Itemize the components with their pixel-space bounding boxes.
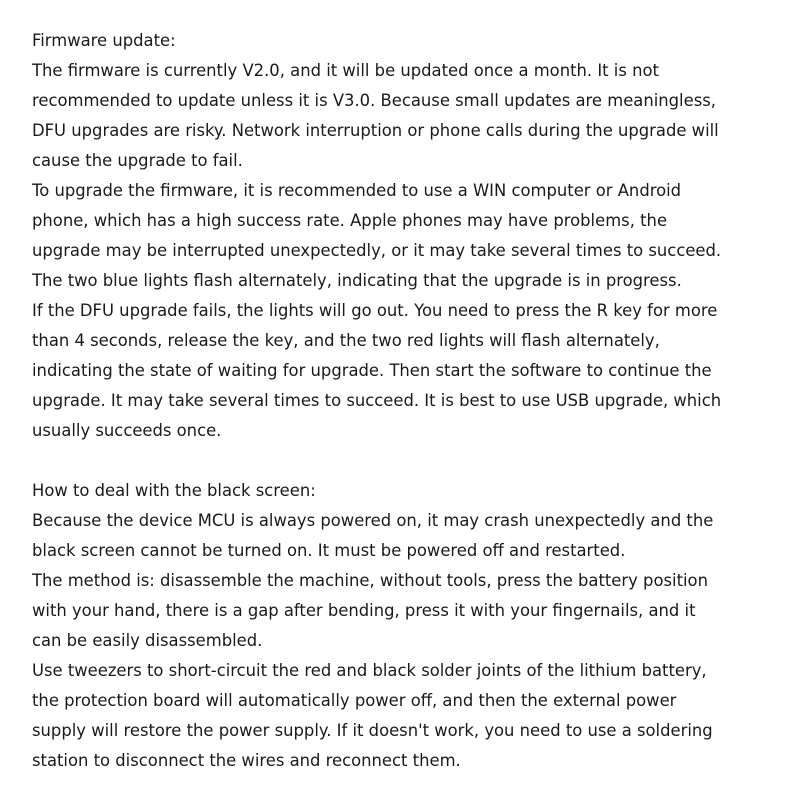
black-screen-line: Because the device MCU is always powered on, it may crash unexpectedly and the <box>32 511 714 530</box>
black-screen-line: Use tweezers to short-circuit the red and black solder joints of the lithium battery, <box>32 661 707 680</box>
black-screen-line: the protection board will automatically power off, and then the external power <box>32 691 677 710</box>
firmware-line: To upgrade the firmware, it is recommended to use a WIN computer or Android <box>32 181 682 200</box>
firmware-line: upgrade may be interrupted unexpectedly, or it may take several times to succeed. <box>32 241 722 260</box>
black-screen-line: can be easily disassembled. <box>32 631 263 650</box>
black-screen-line: supply will restore the power supply. If it doesn't work, you need to use a soldering <box>32 721 713 740</box>
black-screen-section <box>32 476 782 776</box>
firmware-heading: Firmware update: <box>32 31 176 50</box>
firmware-line: than 4 seconds, release the key, and the two red lights will flash alternately, <box>32 331 660 350</box>
firmware-line: recommended to update unless it is V3.0. Because small updates are meaningless, <box>32 91 716 110</box>
firmware-line: If the DFU upgrade fails, the lights will go out. You need to press the R key for more <box>32 301 718 320</box>
black-screen-heading: How to deal with the black screen: <box>32 481 316 500</box>
firmware-line: The two blue lights flash alternately, indicating that the upgrade is in progress. <box>32 271 682 290</box>
black-screen-line: station to disconnect the wires and reconnect them. <box>32 751 461 770</box>
firmware-line: indicating the state of waiting for upgrade. Then start the software to continue the <box>32 361 712 380</box>
firmware-line: usually succeeds once. <box>32 421 222 440</box>
black-screen-line: with your hand, there is a gap after bending, press it with your fingernails, and it <box>32 601 696 620</box>
section-spacer <box>32 446 782 476</box>
firmware-line: The firmware is currently V2.0, and it will be updated once a month. It is not <box>32 61 659 80</box>
firmware-line: cause the upgrade to fail. <box>32 151 243 170</box>
black-screen-line: The method is: disassemble the machine, without tools, press the battery position <box>32 571 708 590</box>
firmware-line: upgrade. It may take several times to succeed. It is best to use USB upgrade, which <box>32 391 722 410</box>
firmware-line: phone, which has a high success rate. Apple phones may have problems, the <box>32 211 668 230</box>
firmware-line: DFU upgrades are risky. Network interruption or phone calls during the upgrade will <box>32 121 719 140</box>
black-screen-line: black screen cannot be turned on. It must be powered off and restarted. <box>32 541 626 560</box>
document-body <box>32 26 782 776</box>
firmware-section <box>32 26 782 446</box>
